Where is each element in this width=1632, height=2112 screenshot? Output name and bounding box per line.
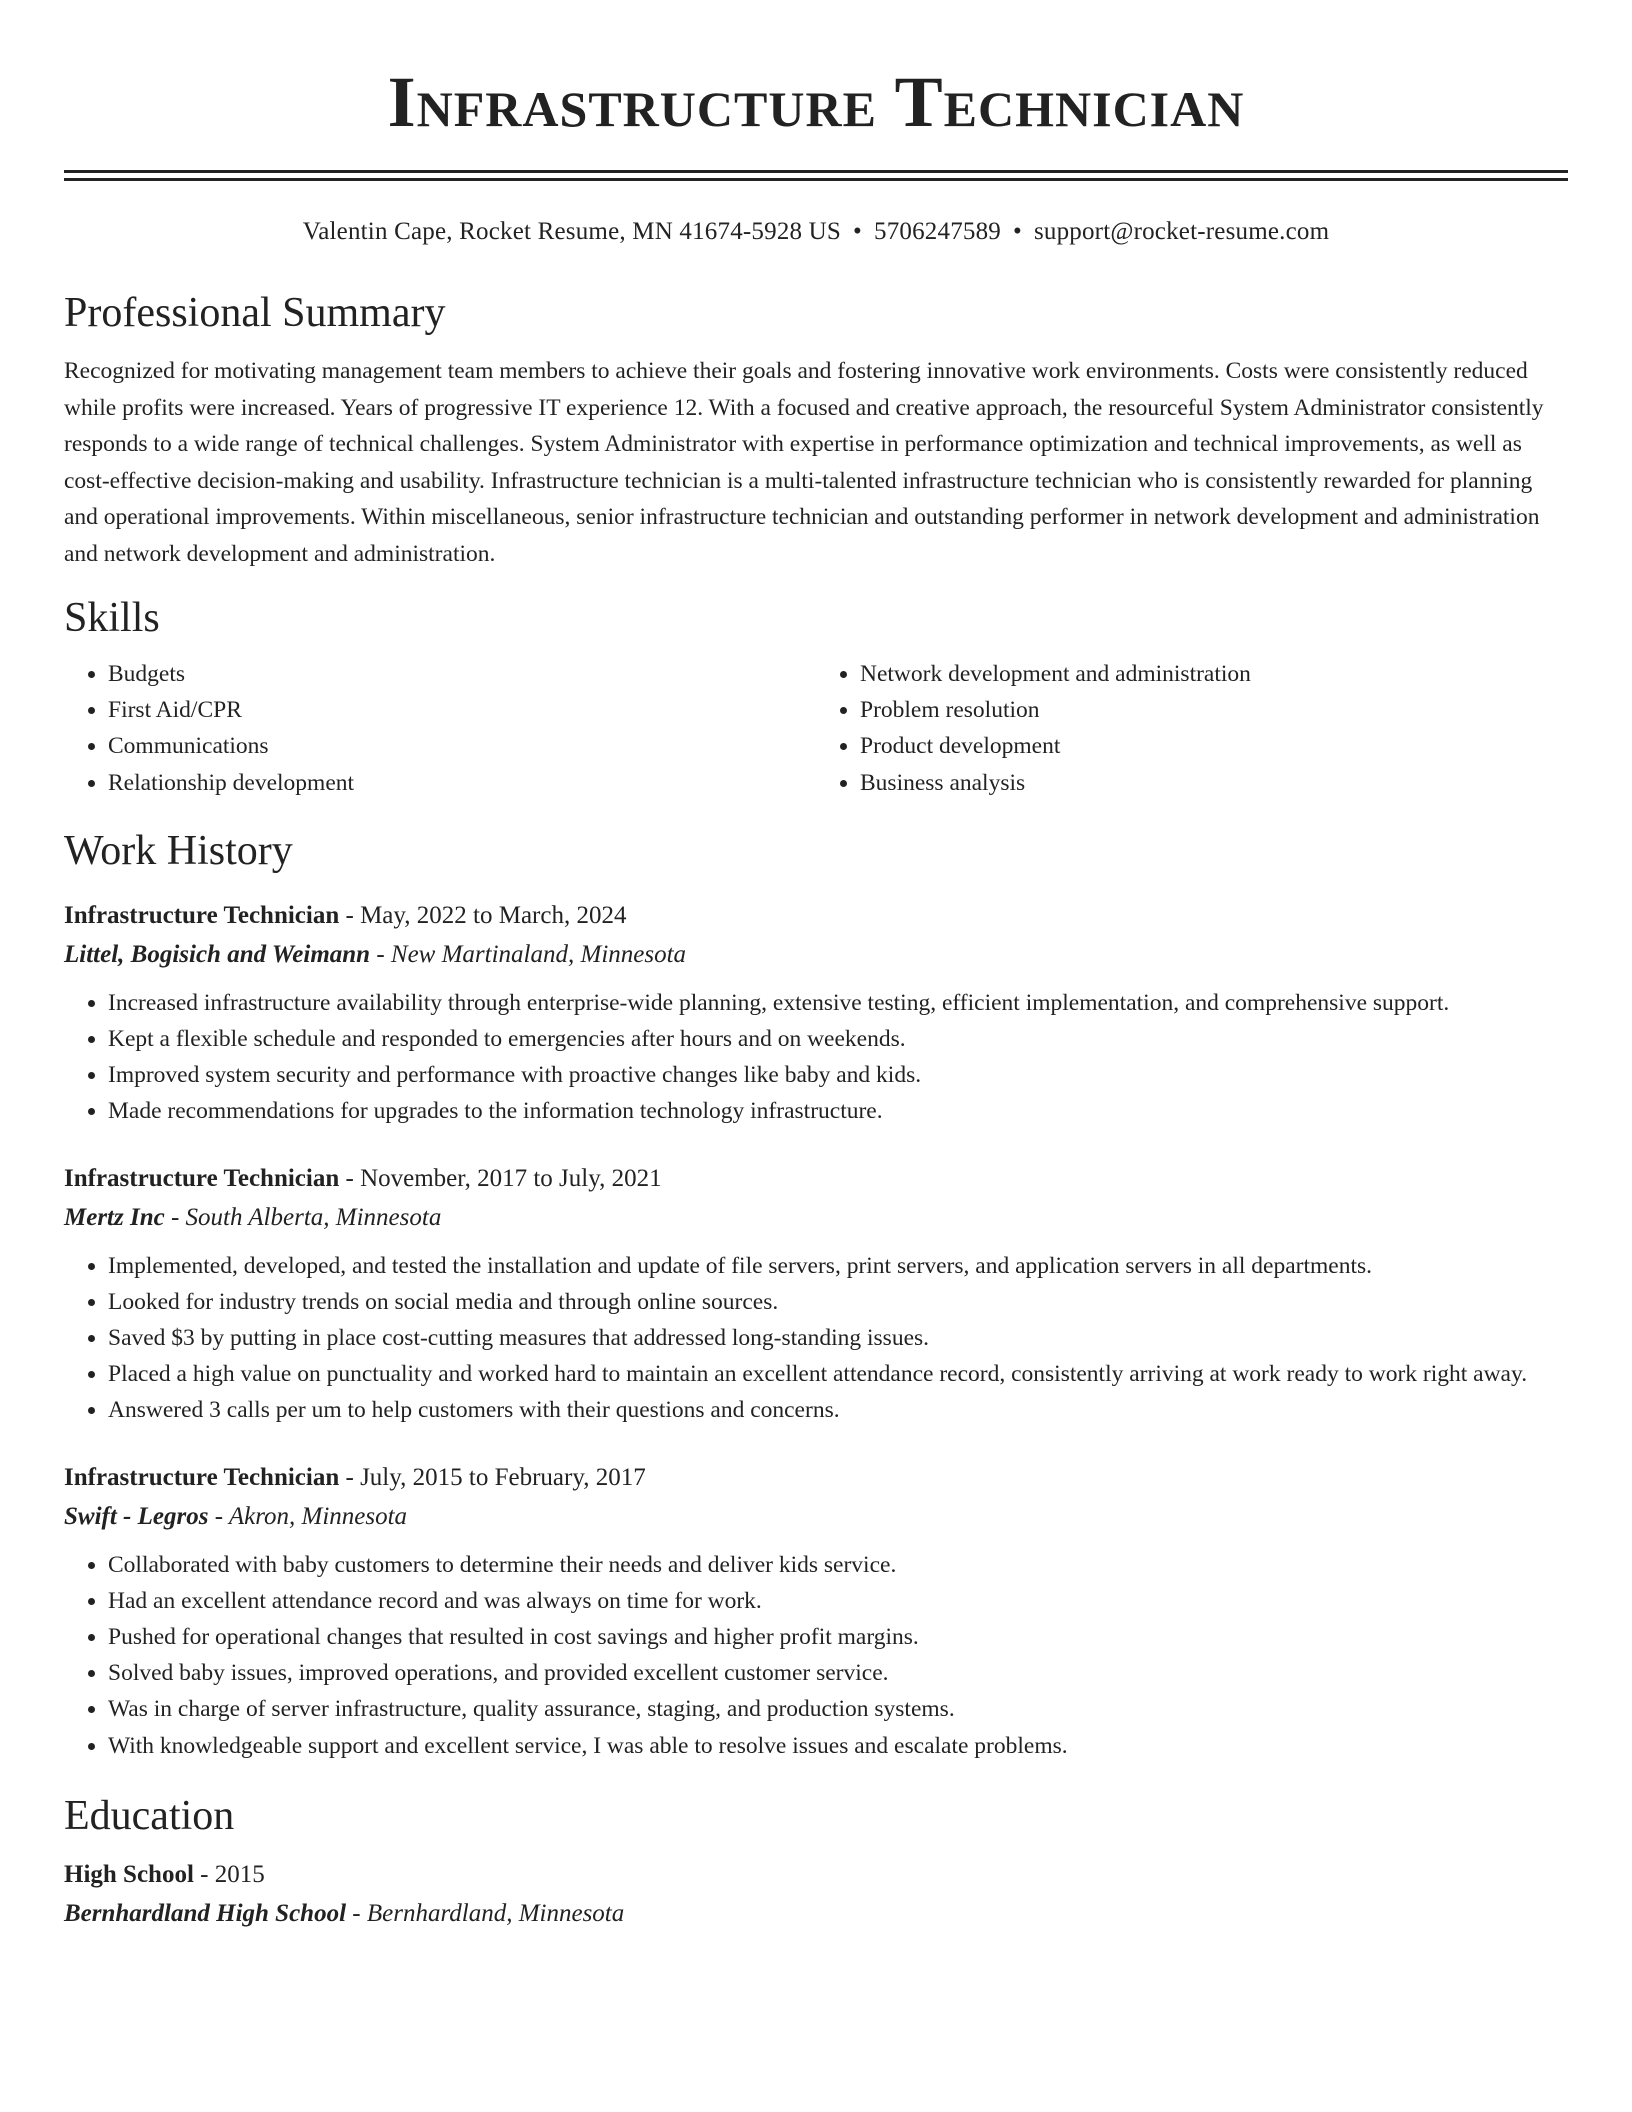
job-dates: - November, 2017 to July, 2021 bbox=[339, 1164, 662, 1192]
job-company-line bbox=[64, 935, 1568, 975]
skill-item: • First Aid/CPR bbox=[108, 692, 816, 728]
skills-column-right bbox=[816, 656, 1568, 801]
skill-item: • Business analysis bbox=[860, 765, 1568, 801]
job-bullet: • Saved $3 by putting in place cost-cutting measures that addressed long-standing issues. bbox=[108, 1320, 1568, 1356]
job-bullet: • Had an excellent attendance record and was always on time for work. bbox=[108, 1583, 1568, 1619]
skill-item: • Product development bbox=[860, 728, 1568, 764]
job-company-line bbox=[64, 1497, 1568, 1537]
education-degree-line bbox=[64, 1856, 1568, 1894]
contact-email: support@rocket-resume.com bbox=[1033, 218, 1330, 245]
job-bullet: • Made recommendations for upgrades to the information technology infrastructure. bbox=[108, 1093, 1568, 1129]
job-bullets bbox=[64, 985, 1568, 1130]
contact-line bbox=[64, 215, 1568, 249]
skill-item: • Budgets bbox=[108, 656, 816, 692]
skill-item: • Network development and administration bbox=[860, 656, 1568, 692]
job-dates: - May, 2022 to March, 2024 bbox=[339, 901, 627, 929]
job-bullet: • Was in charge of server infrastructure, quality assurance, staging, and production systems. bbox=[108, 1691, 1568, 1727]
skills-section bbox=[64, 592, 1568, 801]
skill-item: • Problem resolution bbox=[860, 692, 1568, 728]
job-company-line bbox=[64, 1198, 1568, 1238]
education-section bbox=[64, 1790, 1568, 1934]
job-title: Infrastructure Technician bbox=[64, 1463, 340, 1491]
education-heading: Education bbox=[64, 1792, 235, 1839]
summary-heading: Professional Summary bbox=[64, 290, 446, 336]
job-dates: - July, 2015 to February, 2017 bbox=[339, 1463, 646, 1491]
education-entry bbox=[64, 1856, 1568, 1934]
job-bullet: • Looked for industry trends on social media and through online sources. bbox=[108, 1284, 1568, 1320]
job-bullet: • Increased infrastructure availability through enterprise-wide planning, extensive testing, efficient implementation, and comprehensive support. bbox=[108, 985, 1568, 1021]
resume-name: Infrastructure Technician bbox=[387, 62, 1245, 142]
job-title-line bbox=[64, 1459, 1568, 1497]
job-bullet: • Pushed for operational changes that resulted in cost savings and higher profit margins. bbox=[108, 1619, 1568, 1655]
summary-section bbox=[64, 287, 1568, 572]
job-bullet: • Solved baby issues, improved operations, and provided excellent customer service. bbox=[108, 1655, 1568, 1691]
education-location: - Bernhardland, Minnesota bbox=[346, 1899, 625, 1927]
job-bullet: • Placed a high value on punctuality and worked hard to maintain an excellent attendance record, consistently arriving at work ready to work right away. bbox=[108, 1356, 1568, 1392]
contact-separator: • bbox=[853, 218, 862, 245]
education-degree: High School bbox=[64, 1860, 194, 1888]
job-title-line bbox=[64, 897, 1568, 935]
skills-list bbox=[64, 656, 1568, 801]
job-title: Infrastructure Technician bbox=[64, 901, 340, 929]
job-company: Swift - Legros bbox=[64, 1502, 209, 1530]
skill-item: • Relationship development bbox=[108, 765, 816, 801]
skill-item: • Communications bbox=[108, 728, 816, 764]
job-bullet: • Answered 3 calls per um to help customers with their questions and concerns. bbox=[108, 1392, 1568, 1428]
contact-phone: 5706247589 bbox=[874, 218, 1001, 245]
education-year: - 2015 bbox=[193, 1860, 265, 1888]
work-history-section bbox=[64, 825, 1568, 1764]
job-company: Littel, Bogisich and Weimann bbox=[64, 940, 371, 968]
summary-text: Recognized for motivating management team members to achieve their goals and fostering innovative work environments. Costs were consistently reduced while profits were increased. Years of progressive IT experience 12. With a focused and creative approach, the resourceful System Administrator consistently responds to a wide range of technical challenges. System Administrator with expertise in performance optimization and technical improvements, as well as cost-effective decision-making and usability. Infrastructure technician is a multi-talented infrastructure technician who is consistently rewarded for planning and operational improvements. Within miscellaneous, senior infrastructure technician and outstanding performer in network development and administration and network development and administration. bbox=[64, 358, 1544, 567]
job-entry bbox=[64, 1459, 1568, 1764]
contact-address: Valentin Cape, Rocket Resume, MN 41674-5928 US bbox=[302, 218, 842, 245]
job-entry bbox=[64, 897, 1568, 1130]
job-bullet: • Implemented, developed, and tested the installation and update of file servers, print servers, and application servers in all departments. bbox=[108, 1248, 1568, 1284]
job-bullet: • Kept a flexible schedule and responded to emergencies after hours and on weekends. bbox=[108, 1021, 1568, 1057]
contact-separator: • bbox=[1013, 218, 1022, 245]
education-school: Bernhardland High School bbox=[64, 1899, 347, 1927]
skills-column-left bbox=[64, 656, 816, 801]
job-location: - Akron, Minnesota bbox=[208, 1502, 408, 1530]
job-title-line bbox=[64, 1160, 1568, 1198]
education-school-line bbox=[64, 1894, 1568, 1934]
header-rule-bottom bbox=[64, 178, 1568, 181]
job-bullets bbox=[64, 1248, 1568, 1429]
job-bullet: • Improved system security and performance with proactive changes like baby and kids. bbox=[108, 1057, 1568, 1093]
job-company: Mertz Inc bbox=[64, 1203, 165, 1231]
job-title: Infrastructure Technician bbox=[64, 1164, 340, 1192]
job-bullet: • Collaborated with baby customers to determine their needs and deliver kids service. bbox=[108, 1547, 1568, 1583]
skills-heading: Skills bbox=[64, 595, 160, 641]
job-bullet: • With knowledgeable support and excellent service, I was able to resolve issues and escalate problems. bbox=[108, 1728, 1568, 1764]
work-history-heading: Work History bbox=[64, 827, 293, 874]
job-location: - New Martinaland, Minnesota bbox=[370, 940, 687, 968]
job-location: - South Alberta, Minnesota bbox=[164, 1203, 442, 1231]
header-rule-top bbox=[64, 170, 1568, 173]
job-entry bbox=[64, 1160, 1568, 1429]
job-bullets bbox=[64, 1547, 1568, 1764]
